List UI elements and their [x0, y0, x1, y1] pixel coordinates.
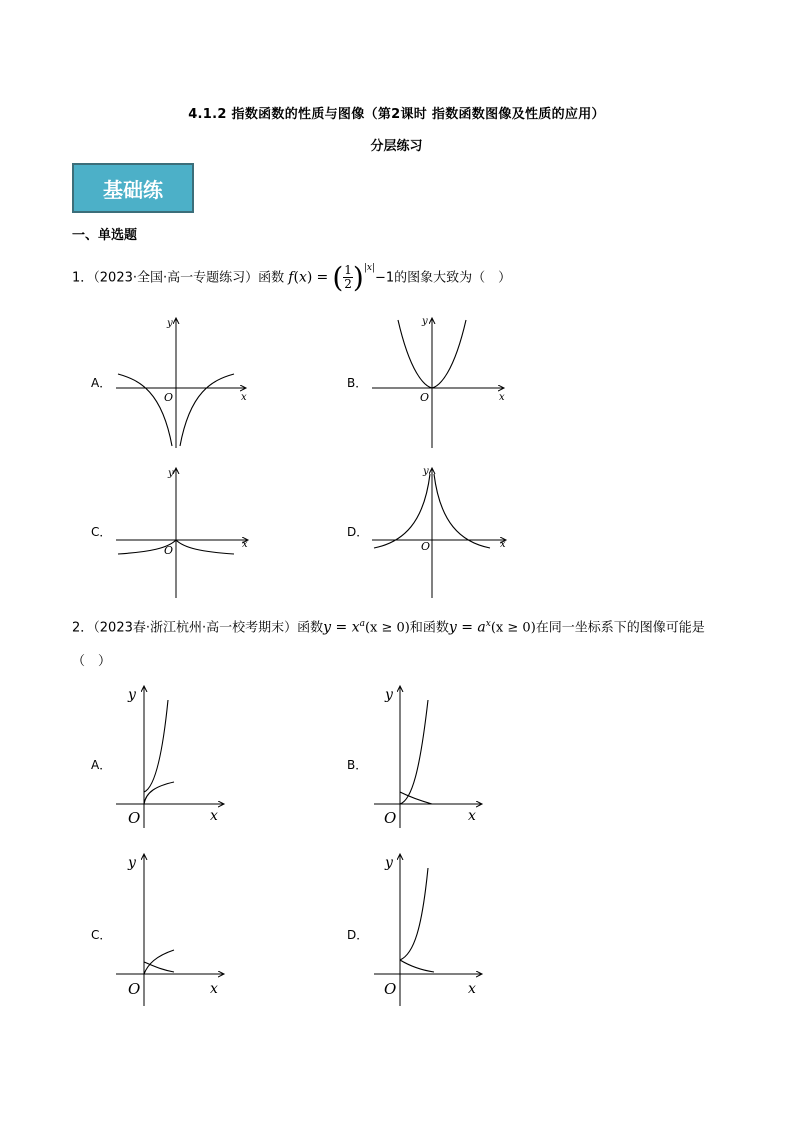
origin-label: O [384, 809, 397, 827]
curve-left [374, 474, 430, 548]
domain-condition-2: (x ≥ 0) [490, 620, 536, 636]
function-variable: x [298, 269, 307, 286]
expression-power: y = x [323, 619, 360, 636]
y-label: y [128, 855, 136, 871]
question-lead: 函数 [297, 620, 324, 636]
fraction [343, 264, 353, 291]
origin-label: O [164, 544, 174, 557]
option-b-label[interactable]: B． [347, 376, 368, 390]
power-exponent: a [359, 619, 365, 629]
exponential-exponent: x [485, 619, 491, 629]
origin-label: O [421, 540, 431, 553]
x-label: x [468, 981, 476, 997]
curve-power [400, 868, 428, 960]
y-label: y [128, 687, 136, 703]
question-tail: −1的图象大致为（ ） [375, 270, 512, 286]
exponent: |x| [363, 263, 375, 273]
curve-right [180, 374, 234, 446]
graph-1a[interactable] [110, 312, 255, 452]
graph-2c[interactable] [110, 848, 235, 1008]
section-banner: 基础练 [72, 163, 194, 213]
graph-2d[interactable] [368, 848, 493, 1008]
x-label: x [210, 808, 218, 824]
question-tail: 在同一坐标系下的图像可能是 [535, 620, 705, 636]
answer-paren: （ ） [72, 654, 112, 669]
origin-label: O [128, 980, 141, 998]
question-mid: 和函数 [409, 620, 449, 636]
graph-2a[interactable] [110, 680, 235, 830]
y-label: y [385, 855, 393, 871]
origin-label: O [164, 391, 174, 404]
document-title: 4.1.2 指数函数的性质与图像（第2课时 指数函数图像及性质的应用） [188, 107, 605, 122]
x-label: x [500, 539, 506, 550]
x-label: x [242, 539, 248, 550]
graph-2b[interactable] [368, 680, 493, 830]
y-label: y [423, 466, 429, 477]
question-number: 2． [72, 620, 94, 636]
origin-label: O [384, 980, 397, 998]
option-b-label[interactable]: B． [347, 758, 368, 772]
x-label: x [210, 981, 218, 997]
graph-1d[interactable] [368, 462, 513, 602]
function-name: f [288, 269, 294, 286]
fraction-numerator: 1 [344, 263, 352, 278]
x-label: x [468, 808, 476, 824]
y-label: y [167, 318, 173, 329]
curve-left [118, 374, 172, 446]
y-label: y [168, 468, 174, 479]
document-subtitle: 分层练习 [370, 139, 423, 154]
section-heading: 一、单选题 [72, 228, 138, 243]
curve-power [144, 950, 174, 974]
curve-exponential [400, 792, 432, 804]
question-source: （2023·全国·高一专题练习） [93, 270, 259, 286]
option-a-label[interactable]: A． [91, 376, 112, 390]
curve-power [400, 700, 428, 804]
option-a-label[interactable]: A． [91, 758, 112, 772]
domain-condition-1: (x ≥ 0) [364, 620, 410, 636]
origin-label: O [420, 391, 430, 404]
option-d-label[interactable]: D． [347, 928, 369, 942]
fraction-denominator: 2 [344, 277, 352, 292]
curve-power [144, 782, 174, 804]
question-source: （2023春·浙江杭州·高一校考期末） [93, 620, 298, 636]
equals-sign: = [316, 269, 329, 286]
question-1: 1．（2023·全国·高一专题练习）函数 f(x) = ( $\frac{1}{2}$ )$^{|x|}$−1的图象大致为（ ） [72, 260, 512, 294]
option-d-label[interactable]: D． [347, 525, 369, 539]
curve-exponential [400, 960, 434, 972]
y-label: y [422, 316, 428, 327]
x-label: x [499, 392, 505, 403]
expression-exponential: y = a [448, 619, 486, 636]
option-c-label[interactable]: C． [91, 928, 112, 942]
option-c-label[interactable]: C． [91, 525, 112, 539]
y-label: y [385, 687, 393, 703]
question-number: 1． [72, 270, 94, 286]
x-label: x [241, 392, 247, 403]
graph-1c[interactable] [110, 462, 255, 602]
graph-1b[interactable] [368, 312, 513, 452]
curve-exponential [144, 700, 168, 792]
question-2 [72, 612, 705, 640]
origin-label: O [128, 809, 141, 827]
curve-right [434, 474, 490, 548]
question-lead: 函数 [258, 270, 285, 286]
